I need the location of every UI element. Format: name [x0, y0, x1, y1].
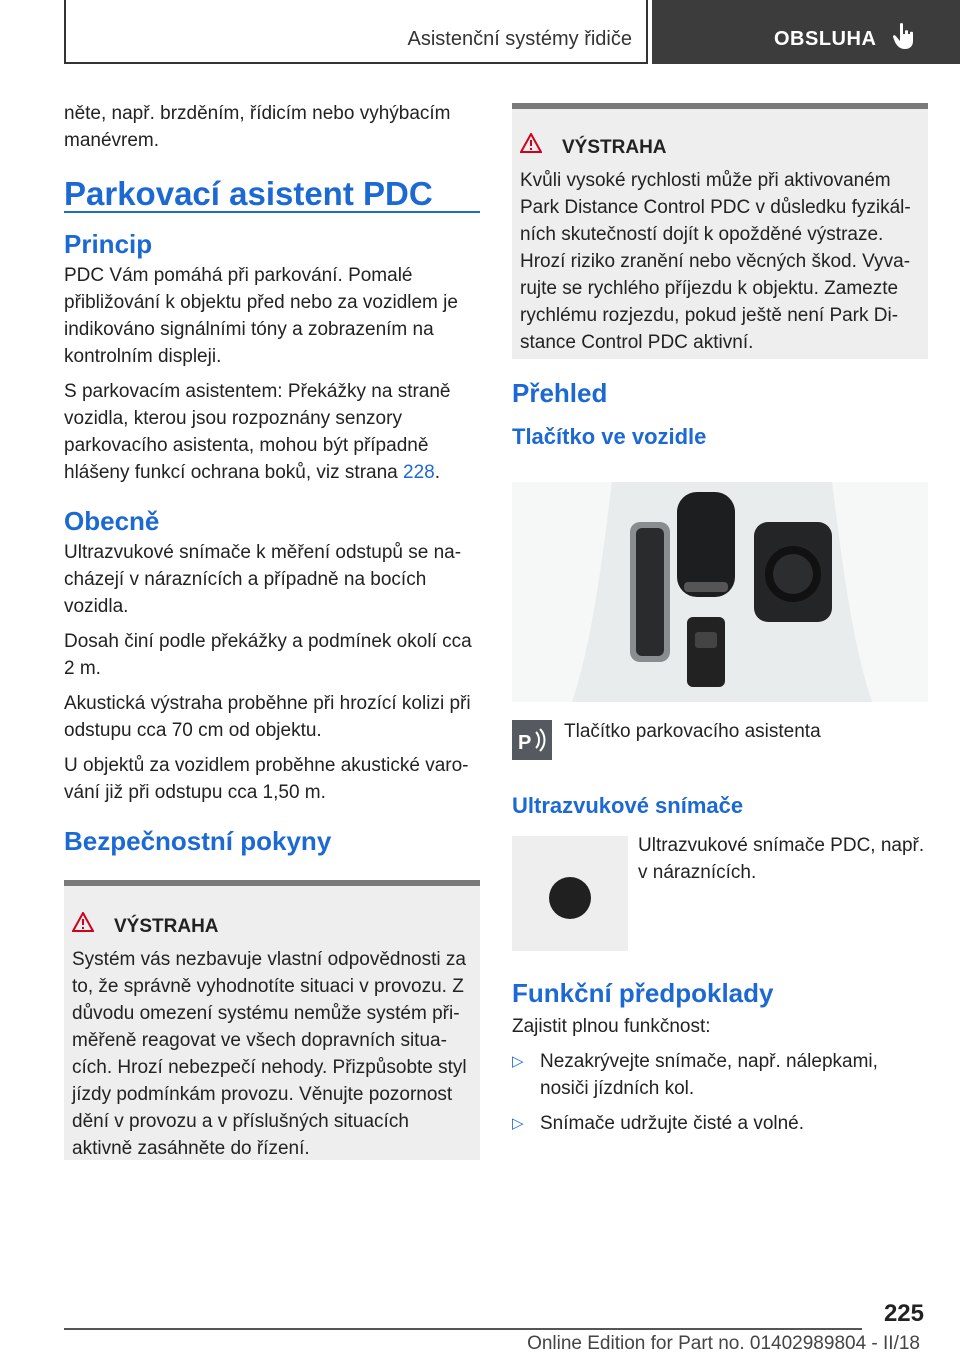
princip-paragraph-1: PDC Vám pomáhá při parkování. Pomalé přibližování k objektu před nebo za vozidlem je indikováno signálními tóny a zobrazením na kontrolním displeji. — [64, 265, 458, 367]
list-item — [512, 1048, 928, 1102]
parking-assistant-button-icon — [512, 720, 552, 760]
heading-princip: Princip — [64, 229, 153, 259]
chapter-label: OBSLUHA — [774, 28, 877, 50]
edition-line: Online Edition for Part no. 01402989804 - II/18 — [527, 1333, 920, 1354]
warning-title: VÝSTRAHA — [114, 915, 219, 937]
general-paragraph-1: Ultrazvukové snímače k měření odstupů se nacházejí v náraznících a případně na bocích vozidla. — [64, 542, 462, 617]
warning-title-right: VÝSTRAHA — [562, 136, 667, 158]
list-item — [512, 1110, 928, 1137]
prerequisites-intro: Zajistit plnou funkčnost: — [512, 1016, 711, 1037]
princip-paragraph-2-text: S parkovacím asistentem: Překážky na straně vozidla, kterou jsou rozpoznány senzory parkovacího asistenta, mohou být případně hlášeny funkcí ochrana boků, viz strana — [64, 381, 451, 483]
main-title-block — [64, 175, 480, 213]
button-caption: Tlačítko parkovacího asistenta — [564, 721, 821, 742]
chapter-tab — [652, 0, 960, 64]
warning-triangle-icon — [72, 912, 114, 940]
prerequisites-section — [512, 980, 928, 1145]
princip-paragraph-2 — [64, 378, 480, 486]
sensors-caption: Ultrazvukové snímače PDC, např. v náraznících. — [638, 835, 925, 883]
warning-title-row-right — [520, 133, 920, 161]
right-column — [512, 380, 928, 450]
triangle-bullet-icon: ▷ — [512, 1115, 524, 1132]
general-paragraph-4: U objektů za vozidlem proběhne akustické varování již při odstupu cca 1,50 m. — [64, 755, 469, 803]
list-item-text: Snímače udržujte čisté a volné. — [540, 1113, 805, 1134]
warning-triangle-icon — [520, 133, 562, 161]
warning-title-row — [72, 912, 472, 940]
page-number: 225 — [883, 1300, 924, 1327]
hand-pointer-icon — [892, 22, 918, 55]
svg-text:P: P — [518, 732, 532, 754]
heading-obecne: Obecně — [64, 506, 160, 536]
page-link-228[interactable]: 228 — [403, 462, 435, 483]
sensors-heading-block — [512, 792, 928, 819]
warning-text: Systém vás nezbavuje vlastní odpovědnosti za to, že správně vyhodnotíte situaci v provozu. Z důvodu omezení systému nemůže systém přiměřeně reagovat ve všech dopravních situacích. Hrozí nebezpečí nehody. Přizpůsobte styl jízdy podmínkám provozu. Věnujte pozornost dění v provozu a v příslušných situacích aktivně zasáhněte do řízení. — [72, 949, 467, 1159]
warning-text-right: Kvůli vysoké rychlosti může při aktivovaném Park Distance Control PDC v důsledku fyzikálních skutečností dojít k opožděné výstraze. Hrozí riziko zranění nebo věcných škod. Vyvarujte se rychlého příjezdu k objektu. Zamezte rychlému rozjezdu, pokud ještě není Park Distance Control PDC aktivní. — [520, 170, 911, 353]
heading-bezpecnostni-pokyny: Bezpečnostní pokyny — [64, 826, 332, 856]
heading-funkcni-predpoklady: Funkční předpoklady — [512, 978, 774, 1008]
sensor-image — [512, 836, 628, 951]
heading-tlacitko: Tlačítko ve vozidle — [512, 424, 707, 449]
left-column — [64, 100, 480, 855]
general-paragraph-3: Akustická výstraha proběhne při hrozící kolizi při odstupu cca 70 cm od objektu. — [64, 693, 471, 741]
warning-box-safety — [64, 880, 480, 1160]
heading-prehled: Přehled — [512, 378, 608, 408]
princip-paragraph-2-end: . — [434, 462, 441, 483]
header-section-box — [64, 0, 648, 64]
heading-ultrazvukove-snimace: Ultrazvukové snímače — [512, 793, 744, 818]
main-title: Parkovací asistent PDC — [64, 175, 433, 212]
footer-rule — [64, 1328, 862, 1330]
list-item-text: Nezakrývejte snímače, např. nálepkami, nosiči jízdních kol. — [540, 1051, 878, 1099]
general-paragraph-2: Dosah činí podle překážky a podmínek okolí cca 2 m. — [64, 631, 472, 679]
triangle-bullet-icon: ▷ — [512, 1053, 524, 1070]
section-title: Asistenční systémy řidiče — [407, 28, 632, 50]
console-image — [512, 482, 928, 702]
intro-text: něte, např. brzděním, řídicím nebo vyhýbacím manévrem. — [64, 103, 451, 151]
warning-box-speed — [512, 103, 928, 359]
